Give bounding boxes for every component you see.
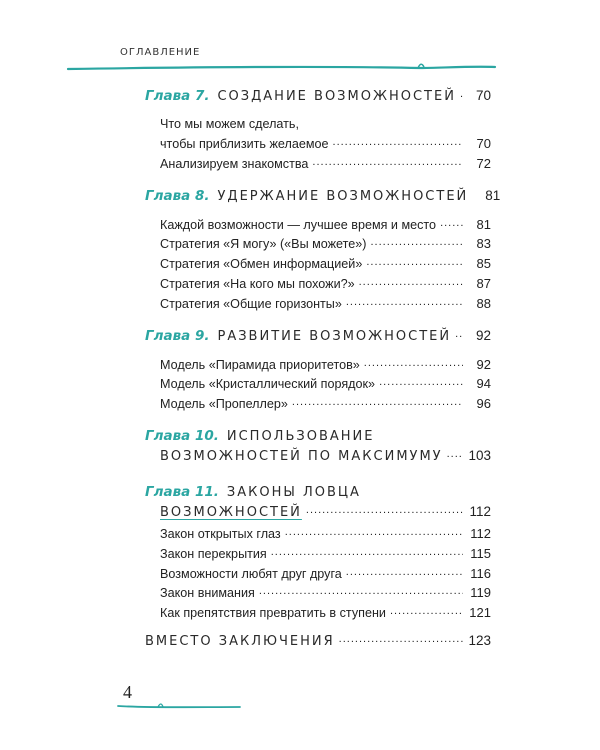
leader-dots — [460, 85, 463, 101]
toc-item-label: Модель «Кристаллический порядок» — [160, 377, 376, 392]
toc-item-label: Анализируем знакомства — [160, 156, 309, 171]
leader-dots — [359, 274, 463, 288]
footer-rule — [0, 700, 600, 714]
leader-dots — [346, 564, 463, 578]
chapter-title: ЗАКОНЫ ЛОВЦА — [226, 484, 361, 500]
leader-dots — [333, 134, 463, 148]
leader-dots — [390, 603, 463, 617]
toc-item[interactable] — [145, 605, 491, 625]
toc-item-label: Стратегия «На кого мы похожи?» — [160, 276, 355, 291]
leader-dots — [271, 544, 463, 558]
chapter-title-cont: ВОЗМОЖНОСТЕЙ ПО МАКСИМУМУ — [160, 448, 443, 464]
toc-item-label: Закон перекрытия — [160, 546, 267, 561]
page-ref: 112 — [470, 525, 491, 541]
leader-dots — [292, 394, 463, 408]
chapter-title: СОЗДАНИЕ ВОЗМОЖНОСТЕЙ — [217, 89, 456, 104]
toc-chapter-8[interactable] — [145, 187, 501, 214]
leader-dots — [440, 215, 463, 229]
chapter-title-cont: ВОЗМОЖНОСТЕЙ — [160, 504, 302, 520]
page-ref: 72 — [476, 155, 491, 171]
page-number: 4 — [123, 682, 132, 702]
page-ref: 94 — [476, 376, 491, 392]
leader-dots — [370, 234, 463, 248]
leader-dots — [346, 294, 463, 308]
toc-chapter-10-cont[interactable] — [145, 448, 491, 472]
page-ref: 115 — [470, 545, 491, 561]
toc-chapter-9[interactable] — [145, 328, 491, 354]
running-head: ОГЛАВЛЕНИЕ — [120, 47, 201, 58]
chapter-title: РАЗВИТИЕ ВОЗМОЖНОСТЕЙ — [217, 328, 452, 344]
page-ref: 88 — [476, 295, 491, 311]
chapter-number: Глава 8. — [145, 187, 210, 204]
chapter-title: УДЕРЖАНИЕ ВОЗМОЖНОСТЕЙ — [217, 188, 469, 204]
chapter-number: Глава 11. — [145, 483, 219, 500]
chapter-number: Глава 7. — [145, 88, 210, 104]
toc-item-label: Модель «Пирамида приоритетов» — [160, 357, 360, 372]
chapter-number: Глава 10. — [145, 427, 219, 444]
toc-item-label: Стратегия «Обмен информацией» — [160, 257, 363, 272]
toc-chapter-7[interactable] — [145, 88, 491, 114]
page-ref: 112 — [469, 503, 491, 519]
header-rule — [0, 60, 600, 74]
page-ref: 123 — [468, 632, 491, 648]
toc-item-label: Модель «Пропеллер» — [160, 397, 288, 412]
page-ref: 119 — [470, 585, 491, 601]
toc-item-label: Закон открытых глаз — [160, 526, 281, 541]
leader-dots — [306, 501, 463, 517]
page-ref: 96 — [476, 396, 491, 412]
toc-item-label: Что мы можем сделать, — [160, 117, 299, 131]
toc-chapter-11-cont[interactable] — [145, 504, 491, 526]
leader-dots — [379, 374, 463, 388]
page-ref: 81 — [476, 216, 491, 232]
page-ref: 121 — [469, 605, 491, 621]
leader-dots — [447, 445, 463, 461]
toc-item[interactable] — [145, 156, 491, 176]
chapter-number: Глава 9. — [145, 327, 210, 344]
toc-item-label: Стратегия «Общие горизонты» — [160, 296, 342, 311]
leader-dots — [339, 630, 463, 646]
toc-item-label: Каждой возможности — лучшее время и место — [160, 217, 437, 232]
table-of-contents — [145, 88, 501, 659]
toc-item-label: Возможности любят друг друга — [160, 566, 342, 581]
conclusion-title: ВМЕСТО ЗАКЛЮЧЕНИЯ — [145, 633, 335, 649]
toc-chapter-10[interactable] — [145, 428, 491, 448]
toc-item-label: Как препятствия превратить в ступени — [160, 606, 386, 621]
leader-dots — [312, 154, 463, 168]
toc-item-label: Стратегия «Я могу» («Вы можете») — [160, 237, 367, 252]
page-ref: 92 — [475, 327, 491, 343]
leader-dots — [285, 524, 463, 538]
page-ref: 87 — [476, 275, 491, 291]
chapter-title: ИСПОЛЬЗОВАНИЕ — [226, 428, 375, 444]
leader-dots — [366, 254, 463, 268]
page-ref: 83 — [476, 236, 491, 252]
page-ref: 103 — [468, 447, 491, 463]
page-ref: 70 — [475, 88, 491, 103]
toc-item[interactable] — [145, 296, 491, 316]
page-ref: 81 — [485, 187, 501, 203]
page-ref: 116 — [470, 565, 491, 581]
leader-dots — [259, 583, 463, 597]
toc-item[interactable] — [145, 396, 491, 416]
toc-item-label: чтобы приблизить желаемое — [160, 137, 329, 151]
leader-dots — [364, 355, 463, 369]
toc-item-label: Закон внимания — [160, 586, 255, 601]
leader-dots — [455, 325, 463, 341]
page-ref: 70 — [476, 136, 491, 151]
page-ref: 85 — [476, 256, 491, 272]
page-ref: 92 — [476, 356, 491, 372]
toc-conclusion[interactable] — [145, 633, 491, 659]
